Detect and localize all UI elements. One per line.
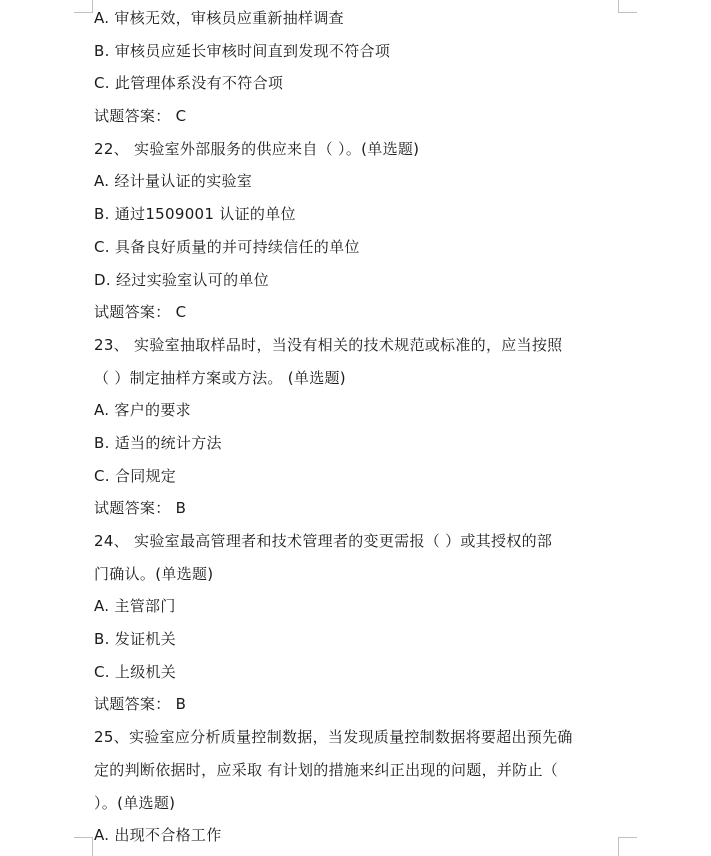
- answer-line: 试题答案： C: [94, 107, 187, 126]
- option-b-line: B. 通过1509001 认证的单位: [94, 205, 296, 224]
- option-b-line: B. 适当的统计方法: [94, 433, 222, 452]
- question-24-continued: 门确认。(单选题): [94, 564, 214, 583]
- option-c-line: C. 上级机关: [94, 662, 177, 681]
- option-c-line: C. 具备良好质量的并可持续信任的单位: [94, 237, 360, 256]
- option-d-line: D. 经过实验室认可的单位: [94, 270, 269, 289]
- option-a-line: A. 审核无效，审核员应重新抽样调查: [94, 9, 344, 27]
- option-c-line: C. 合同规定: [94, 466, 177, 485]
- option-a-line: A. 客户的要求: [94, 401, 191, 420]
- document-body: [94, 2, 634, 852]
- option-a-line: A. 出现不合格工作: [94, 826, 222, 845]
- question-23-continued: （ ）制定抽样方案或方法。 (单选题): [94, 368, 346, 387]
- answer-line: 试题答案： B: [94, 499, 187, 518]
- option-b-line: B. 发证机关: [94, 630, 176, 649]
- answer-line: 试题答案： B: [94, 695, 187, 714]
- page-corner-mark: [74, 0, 93, 13]
- page-corner-mark: [74, 837, 93, 856]
- question-25: 25、实验室应分析质量控制数据，当发现质量控制数据将要超出预先确: [94, 728, 573, 747]
- question-22: 22、 实验室外部服务的供应来自（ ）。(单选题): [94, 139, 420, 158]
- question-23: 23、 实验室抽取样品时，当没有相关的技术规范或标准的，应当按照: [94, 335, 563, 354]
- option-c-line: C. 此管理体系没有不符合项: [94, 74, 284, 93]
- question-25-continued: ）。(单选题): [94, 793, 176, 812]
- option-a-line: A. 主管部门: [94, 597, 176, 616]
- answer-line: 试题答案： C: [94, 303, 187, 322]
- question-24: 24、 实验室最高管理者和技术管理者的变更需报（ ）或其授权的部: [94, 532, 553, 550]
- option-b-line: B. 审核员应延长审核时间直到发现不符合项: [94, 41, 391, 60]
- option-a-line: A. 经计量认证的实验室: [94, 172, 253, 191]
- question-25-continued: 定的判断依据时，应采取 有计划的措施来纠正出现的问题，并防止（: [94, 760, 559, 779]
